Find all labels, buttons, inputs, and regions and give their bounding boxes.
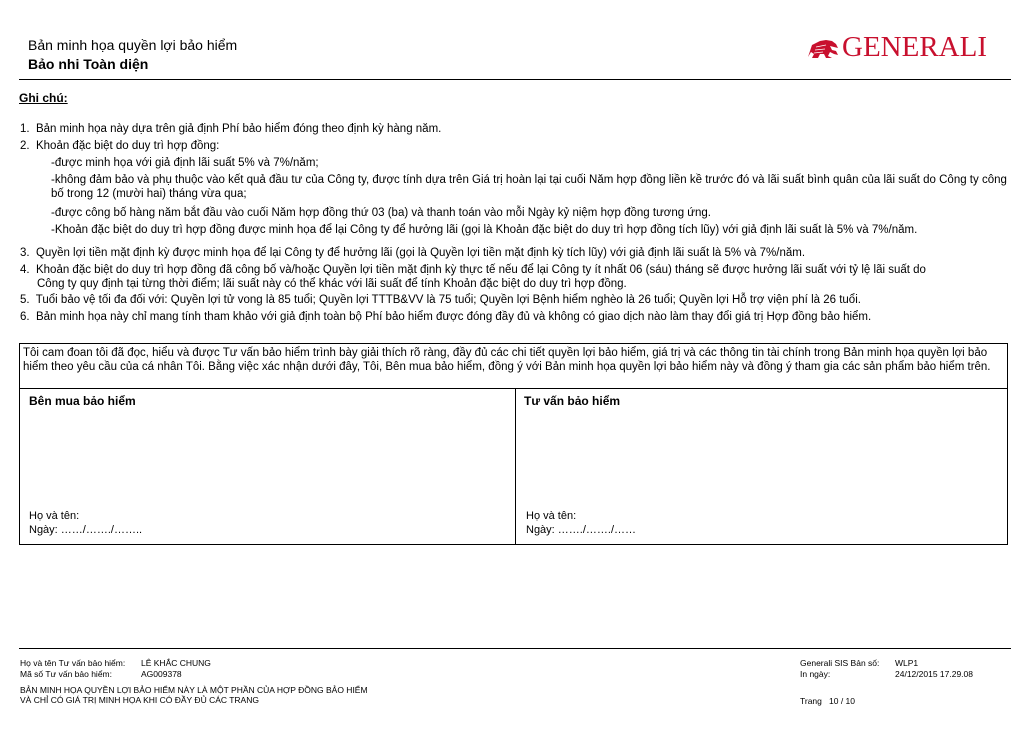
note-number: 6. bbox=[20, 311, 30, 323]
note-item bbox=[20, 293, 861, 307]
declaration-box bbox=[19, 343, 1008, 545]
note-subitem: -được công bố hàng năm bắt đầu vào cuối Năm hợp đồng thứ 03 (ba) và thanh toán vào mỗi Ngày kỷ niệm hợp đồng tương ứng. bbox=[51, 207, 711, 219]
advisor-name-label: Họ và tên Tư vấn bảo hiểm: bbox=[20, 658, 126, 668]
buyer-name-label: Họ và tên: bbox=[29, 510, 80, 522]
note-text: Bản minh họa này chỉ mang tính tham khảo với giả định toàn bộ Phí bảo hiểm được đóng đầy đủ và không có giao dịch nào làm thay đổi giá trị Hợp đồng bảo hiểm. bbox=[35, 311, 872, 323]
note-text: Quyền lợi tiền mặt định kỳ được minh họa để lại Công ty để hưởng lãi (gọi là Quyền lợi tiền mặt định kỳ tích lũy) với giả định lãi suất là 5% và 7%/năm. bbox=[35, 247, 806, 259]
sis-label: Generali SIS Bản số: bbox=[800, 658, 880, 668]
sis-value: WLP1 bbox=[895, 658, 919, 668]
note-number: 2. bbox=[20, 140, 30, 152]
note-text: Khoản đặc biệt do duy trì hợp đồng: bbox=[35, 140, 220, 152]
advisor-code-label: Mã số Tư vấn bảo hiểm: bbox=[20, 669, 112, 679]
note-subitem: -Khoản đặc biệt do duy trì hợp đồng được minh họa để lại Công ty để hưởng lãi (gọi là Khoản đặc biệt do duy trì hợp đồng tích lũy) với giả định lãi suất là 5% và 7%/năm. bbox=[51, 224, 918, 236]
disclaimer-line-2: VÀ CHỈ CÓ GIÁ TRỊ MINH HỌA KHI CÓ ĐẦY ĐỦ CÁC TRANG bbox=[20, 695, 259, 705]
note-item bbox=[20, 310, 871, 324]
note-text: Khoản đặc biệt do duy trì hợp đồng đã công bố và/hoặc Quyền lợi tiền mặt định kỳ thực tế nếu để lại Công ty ít nhất 06 (sáu) tháng sẽ được hưởng lãi suất với tỷ lệ lãi suất do bbox=[35, 264, 926, 276]
footer-divider bbox=[19, 648, 1011, 649]
note-number: 5. bbox=[20, 294, 30, 306]
header-divider bbox=[19, 79, 1011, 80]
print-date-label: In ngày: bbox=[800, 669, 831, 679]
page-number: 10 / 10 bbox=[829, 696, 855, 706]
note-item bbox=[20, 122, 441, 136]
note-number: 4. bbox=[20, 264, 30, 276]
note-subitem: -được minh họa với giả định lãi suất 5% và 7%/năm; bbox=[51, 157, 319, 169]
note-item bbox=[20, 246, 805, 260]
note-item bbox=[20, 263, 926, 277]
notes-heading: Ghi chú: bbox=[19, 91, 68, 105]
generali-logo bbox=[806, 33, 996, 65]
note-item bbox=[20, 139, 219, 153]
logo-wordmark: GENERALI bbox=[842, 31, 987, 63]
note-number: 1. bbox=[20, 123, 30, 135]
disclaimer-line-1: BẢN MINH HỌA QUYỀN LỢI BẢO HIỂM NÀY LÀ MỘT PHẦN CỦA HỢP ĐỒNG BẢO HIỂM bbox=[20, 685, 368, 695]
product-name: Bảo nhi Toàn diện bbox=[28, 56, 149, 72]
advisor-name: LÊ KHẮC CHUNG bbox=[141, 658, 211, 668]
advisor-heading: Tư vấn bảo hiểm bbox=[524, 394, 621, 408]
column-divider bbox=[515, 388, 516, 545]
advisor-name-label: Họ và tên: bbox=[526, 510, 577, 522]
advisor-date-field: Ngày: ……./……./…… bbox=[526, 524, 637, 536]
box-divider bbox=[20, 388, 1007, 389]
note-text-continued: Công ty quy định tại từng thời điểm; lãi suất này có thể khác với lãi suất để tính Khoản đặc biệt do duy trì hợp đồng. bbox=[37, 278, 627, 290]
buyer-date-field: Ngày: ……/……./…….. bbox=[29, 524, 143, 536]
note-text: Bản minh họa này dựa trên giả định Phí bảo hiểm đóng theo định kỳ hàng năm. bbox=[35, 123, 442, 135]
note-text: Tuổi bảo vệ tối đa đối với: Quyền lợi tử vong là 85 tuổi; Quyền lợi TTTB&VV là 75 tuổi; Quyền lợi Bệnh hiểm nghèo là 26 tuổi; Quyền lợi Hỗ trợ viện phí là 26 tuổi. bbox=[35, 294, 861, 306]
note-number: 3. bbox=[20, 247, 30, 259]
print-date-value: 24/12/2015 17.29.08 bbox=[895, 669, 973, 679]
declaration-text: Tôi cam đoan tôi đã đọc, hiểu và được Tư vấn bảo hiểm trình bày giải thích rõ ràng, đầy đủ các chi tiết quyền lợi bảo hiểm, giá trị và các thông tin tài chính trong Bản minh họa quyền lợi bảo hiểm theo yêu cầu của cá nhân Tôi. Bằng việc xác nhận dưới đây, Tôi, Bên mua bảo hiểm, đồng ý với Bản minh họa quyền lợi bảo hiểm này và đồng ý tham gia các sản phẩm bảo hiểm trên. bbox=[23, 347, 991, 373]
note-subitem: -không đảm bảo và phụ thuộc vào kết quả đầu tư của Công ty, được tính dựa trên Giá trị hoàn lại tại cuối Năm hợp đồng liền kề trước đó và lãi suất bình quân của lãi suất do Công ty công bố trong 12 (mười hai) tháng vừa qua; bbox=[51, 174, 1007, 200]
document-title: Bản minh họa quyền lợi bảo hiểm bbox=[28, 37, 238, 53]
buyer-heading: Bên mua bảo hiểm bbox=[29, 394, 136, 408]
lion-icon bbox=[806, 37, 840, 61]
advisor-code: AG009378 bbox=[141, 669, 182, 679]
page-label: Trang bbox=[800, 696, 822, 706]
